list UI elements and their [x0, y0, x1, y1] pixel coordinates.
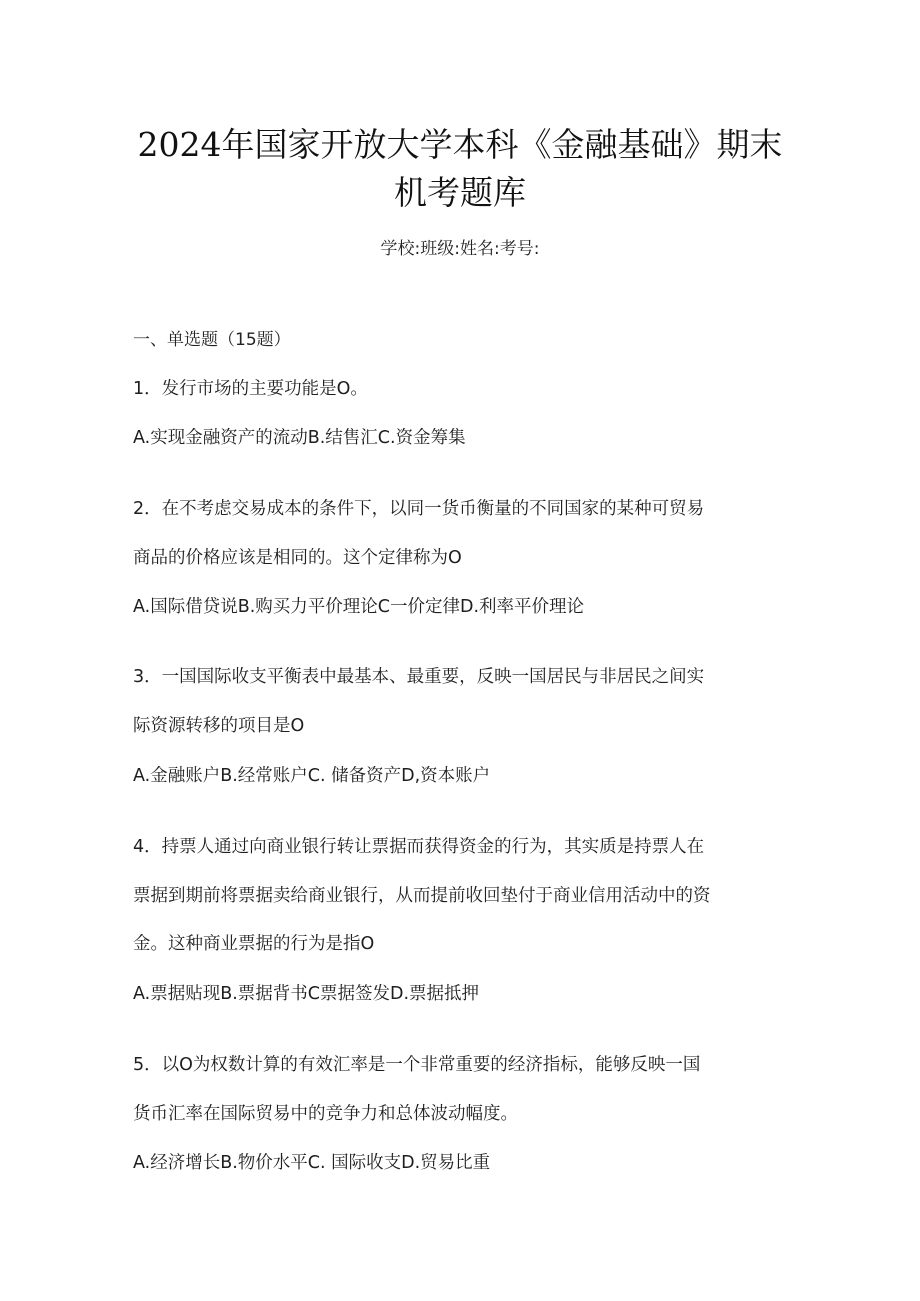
question-5-stem-line-2: 货币汇率在国际贸易中的竞争力和总体波动幅度。 [133, 1104, 518, 1124]
question-4-stem-line-2: 票据到期前将票据卖给商业银行，从而提前收回垫付于商业信用活动中的资 [133, 886, 711, 906]
student-info-line: 学校:班级:姓名:考号: [380, 239, 540, 259]
question-4-stem-line-1: 4．持票人通过向商业银行转让票据而获得资金的行为，其实质是持票人在 [133, 837, 705, 857]
question-1-options: A.实现金融资产的流动B.结售汇C.资金筹集 [133, 428, 466, 448]
question-3-options: A.金融账户B.经常账户C. 储备资产D,资本账户 [133, 766, 491, 786]
question-3-stem-line-1: 3．一国国际收支平衡表中最基本、最重要，反映一国居民与非居民之间实 [133, 667, 705, 687]
question-2-options: A.国际借贷说B.购买力平价理论C一价定律D.利率平价理论 [133, 597, 585, 617]
question-4-options: A.票据贴现B.票据背书C票据签发D.票据抵押 [133, 984, 480, 1004]
question-2-stem-line-1: 2．在不考虑交易成本的条件下，以同一货币衡量的不同国家的某种可贸易 [133, 499, 705, 519]
question-5-stem-line-1: 5．以O为权数计算的有效汇率是一个非常重要的经济指标，能够反映一国 [133, 1055, 701, 1075]
question-3-stem-line-2: 际资源转移的项目是O [133, 716, 305, 736]
section-heading: 一、单选题（15题） [133, 330, 291, 350]
question-5-options: A.经济增长B.物价水平C. 国际收支D.贸易比重 [133, 1153, 491, 1173]
question-4-stem-line-3: 金。这种商业票据的行为是指O [133, 934, 375, 954]
question-2-stem-line-2: 商品的价格应该是相同的。这个定律称为O [133, 548, 462, 568]
document-title-line-1: 2024年国家开放大学本科《金融基础》期末 [137, 125, 783, 164]
question-1-stem: 1．发行市场的主要功能是O。 [133, 379, 368, 399]
document-title-line-2: 机考题库 [394, 173, 526, 212]
